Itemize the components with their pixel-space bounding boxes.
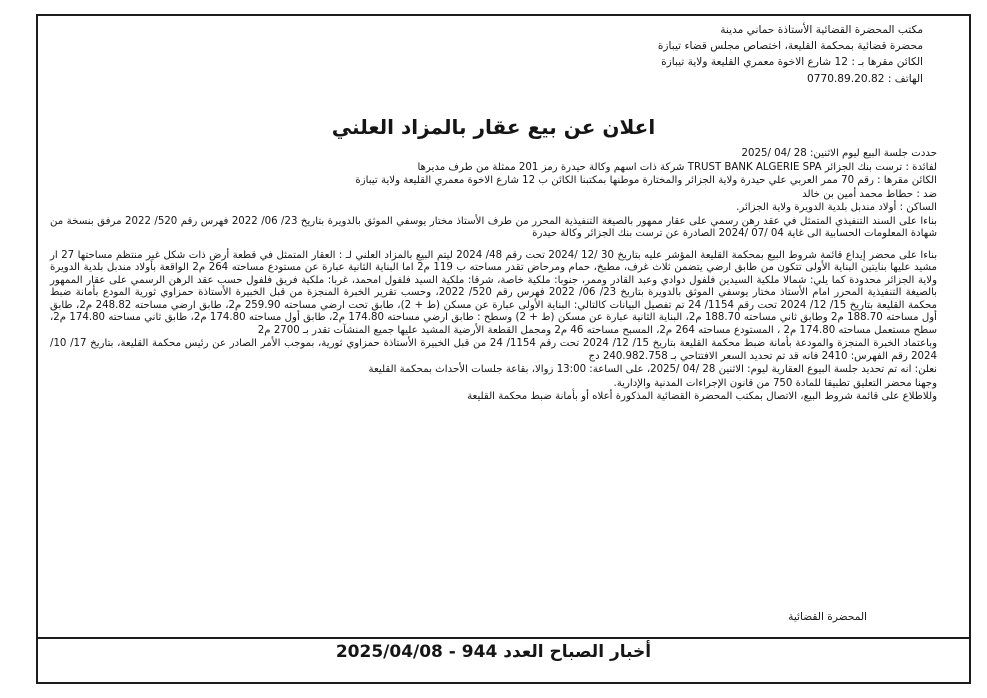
enforcement-title-paragraph: بناءا على السند التنفيذي المتمثل في عقد رهن رسمي على عقار ممهور بالصيغة التنفيذية المحرر من طرف الأستاذ مختار يوسفي الموثق بالدويرة بتاريخ 23/ 06/ 2022 فهرس رقم 520/ 2022 مرفق بنسخة من شهادة المعلومات الحسابية الى غاية 04 /07 /2024 الصادرة عن ترست بنك الجزائر وكالة حيدرة: [50, 215, 937, 239]
publication-date: 2025/04/08: [335, 642, 443, 662]
signature: المحضرة القضائية: [788, 611, 867, 623]
defendant-line: ضد : حطاط محمد أمين بن خالد: [802, 188, 937, 200]
hearing-notice-paragraph: نعلن: انه تم تحديد جلسة البيوع العقارية ليوم: الاثنين 28 /04 /2025، على الساعة: 13:00 زوالا، بقاعة جلسات الأحداث بمحكمة القليعة: [368, 364, 937, 375]
footer-separator: -: [442, 642, 462, 662]
contact-paragraph: وللاطلاع على قائمة شروط البيع، الاتصال بمكتب المحضرة القضائية المذكورة أعلاه أو بأمانة ضبط محكمة القليعة: [467, 391, 937, 402]
newspaper-issue: أخبار الصباح العدد 944: [461, 642, 652, 662]
office-header: [223, 22, 923, 87]
property-description-paragraph: بناءا على محضر إيداع قائمة شروط البيع بمحكمة القليعة المؤشر عليه بتاريخ 30 /12 /2024 تحت رقم 48/ 2024 ليتم البيع بالمزاد العلني لـ : العقار المتمثل في قطعة أرض ذات شكل غير منتظم مساحتها 27 ار مشيد عليها بنايتين البناية الأولى تتكون من طابق ارضي يتضمن ثلاث غرف، مطبخ، حمام ومرحاض تقدر مساحته ب 119 م2 اما البناية الثانية عبارة عن مستودع مساحته 264 م2 الواقعة بأولاد مندبل بلدية الدويرة ولاية الجزائر محدودة كما يلي: شمالا ملكية السيدين فلفول دوادي وعبد القادر وممر، جنوبا: ملكية خاصة، شرقا: ملكية السيد فلفول امحمد، غربا: ملكية فريق فلفول حسب عقد الرهن الرسمي على عقار الممهور بالصيغة التنفيذية المحرر امام الأستاذ مختار يوسفي الموثق بالدويرة بتاريخ 23/ 06/ 2022 فهرس رقم 520/ 2022، وحسب تقرير الخبرة المنجزة من قبل الخبيرة الأستاذة حمزاوي ثورية المودع بأمانة ضبط محكمة القليعة بتاريخ 15/ 12/ 2024 تحت رقم 1154/ 24 تم تفصيل البيانات كالتالي: البناية الأولى عبارة عن مسكن (ط + 2)، طابق تحت ارضي مساحته 259.90 م2، طابق ارضي مساحته 248.82 م2، طابق أول مساحته 188.70 م2 وطابق ثاني مساحته 188.70 م2، البناية الثانية عبارة عن مسكن (ط + 2) وسطح : طابق ارضي مساحته 174.80 م2، طابق أول مساحته 174.80 م2، طابق ثاني مساحته 174.80 م2، سطح مستعمل مساحته 174.80 م2 ، المستودع مساحته 264 م2، المسبح مساحته 46 م2 ومجمل القطعة الأرضية المشيد عليها جميع المنشآت تقدر بـ 2700 م2: [50, 249, 938, 336]
newspaper-footer: [0, 642, 987, 662]
announcement-body: [50, 148, 937, 405]
office-phone: الهاتف : 0770.89.20.82: [806, 72, 923, 85]
office-address: الكائن مقرها بـ : 12 شارع الاخوة معمري القليعة ولاية تيبازة: [661, 56, 923, 69]
posting-notice-paragraph: وجهنا محضر التعليق تطبيقا للمادة 750 من قانون الإجراءات المدنية والإدارية.: [613, 377, 937, 389]
defendant-address-line: الساكن : أولاد مندبل بلدية الدويرة ولاية الجزائر.: [736, 202, 937, 213]
beneficiary-address-line: الكائن مقرها : رقم 70 ممر العربي علي حيدرة ولاية الجزائر والمختارة موطنها بمكتبنا الكائن ب 12 شارع الاخوة معمري القليعة ولاية تيبازة: [355, 175, 937, 186]
beneficiary-line: لفائدة : ترست بنك الجزائر TRUST BANK ALGERIE SPA شركة ذات اسهم وكالة حيدرة رمز 201 ممثلة من طرف مديرها: [417, 161, 937, 173]
sale-date-line: حددت جلسة البيع ليوم الاثنين: 28 /04 /2025: [741, 148, 937, 159]
office-jurisdiction: محضرة قضائية بمحكمة القليعة، اختصاص مجلس قضاء تيبازة: [657, 40, 923, 53]
announcement-title: اعلان عن بيع عقار بالمزاد العلني: [331, 115, 656, 139]
opening-price-paragraph: وباعتماد الخبرة المنجزة والمودعة بأمانة ضبط محكمة القليعة بتاريخ 15/ 12/ 2024 تحت رقم 1154/ 24 من قبل الخبيرة الأستاذة حمزاوي ثورية، بموجب الأمر الصادر عن رئيس محكمة القليعة، بتاريخ 17/ 10/ 2024 رقم الفهرس: 2410 فانه قد تم تحديد السعر الافتتاحي بـ 240.982.758 دج: [50, 338, 938, 362]
footer-divider: [36, 637, 971, 639]
office-name: مكتب المحضرة القضائية الأستاذة حماني مدينة: [720, 24, 923, 36]
